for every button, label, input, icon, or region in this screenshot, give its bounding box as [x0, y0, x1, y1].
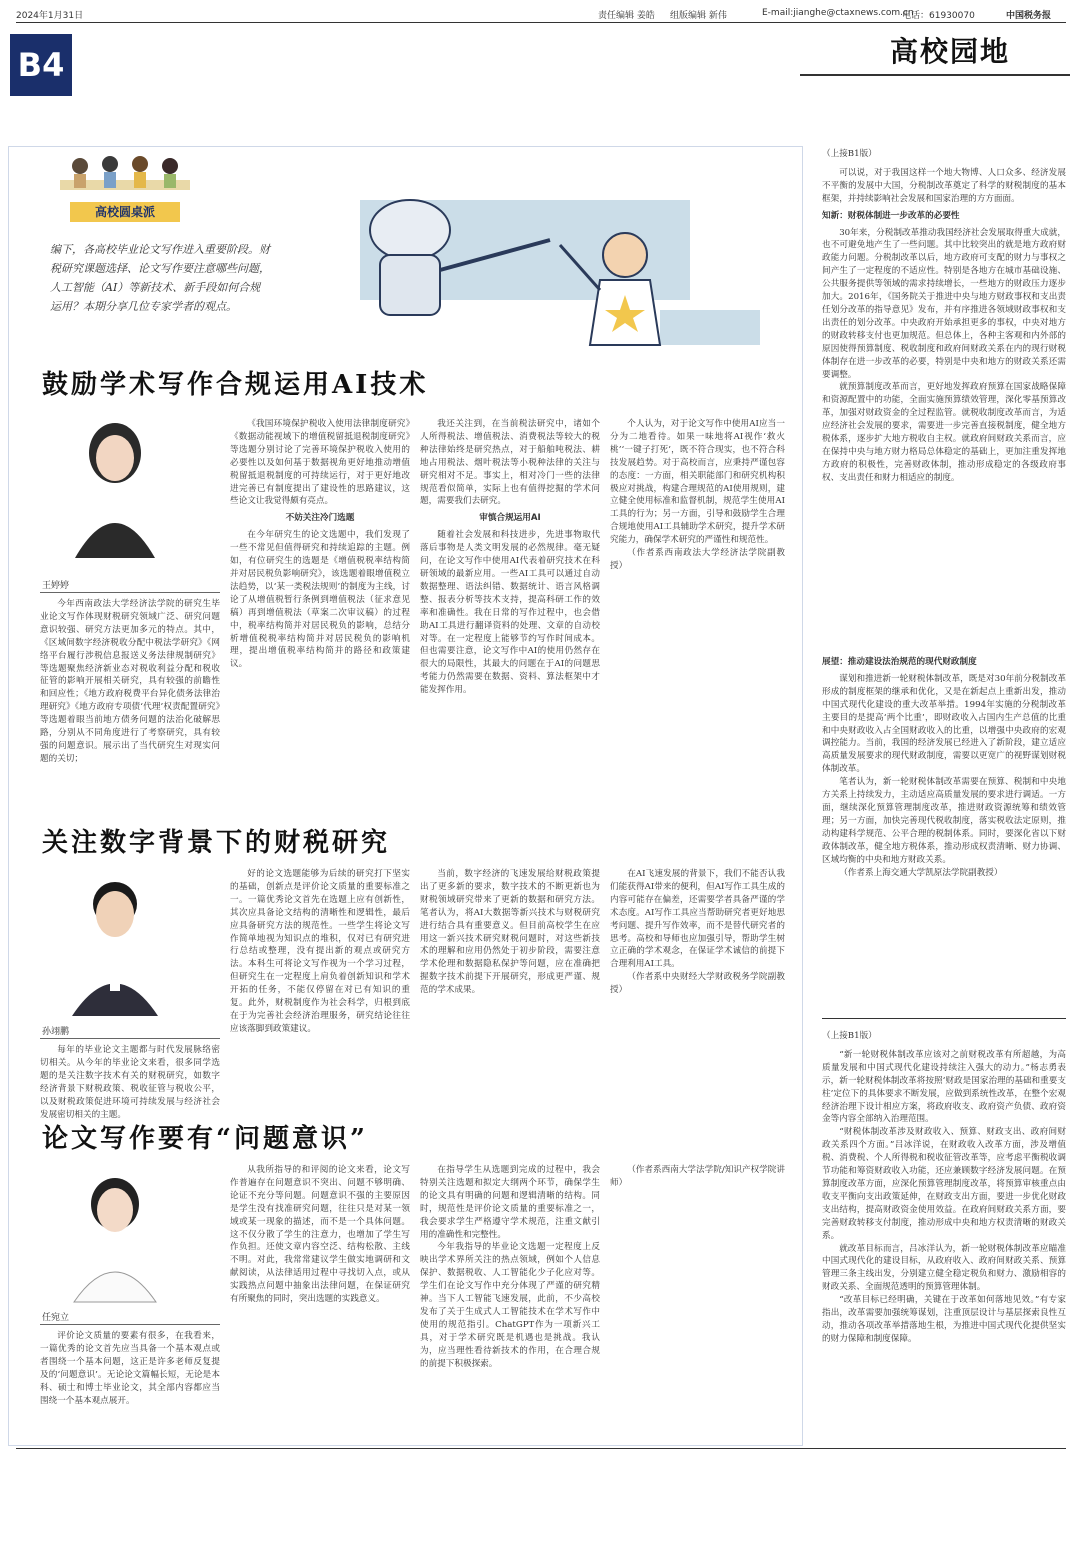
masthead-rule — [16, 22, 1066, 23]
article-2-col-1 — [40, 1044, 220, 1120]
author-photo-2 — [60, 866, 170, 1016]
article-1-col-1 — [40, 598, 220, 800]
author-rule-3 — [40, 1324, 220, 1325]
author-name-3: 任宛立 — [42, 1313, 70, 1323]
footer-rule — [16, 1448, 1066, 1449]
author-photo-1 — [60, 408, 170, 558]
paragraph: 个人认为，对于论文写作中使用AI应当一分为二地看待。如果一味地将AI视作‘救火桃’‘一键子打死’，既不符合现实，也不符合科技发展趋势。对于高校而言，应秉持严谨包容的态度：一方面，相关职能部门和研究机构积极应对挑战，构建合理规范的AI使用规则，建立健全使用标准和监督机制，规范学生使用AI工具的行为；另一方面，引导和鼓励学生合理合规地使用AI工具辅助学术研究，提升学术研究能力，确保学术研究的严谨性和规范性。 — [610, 419, 785, 546]
paragraph: “新一轮财税体制改革应该对之前财税改革有所超越，为高质量发展和中国式现代化建设持续注入强大的动力。”杨志勇表示，新一轮财税体制改革将按照‘财政是国家治理的基础和重要支柱’定位下的具体要求不断发展，应做到系统性改革，在整个宏观经济治理下设计相应方案，将政府收支、政府资产负债、政府资金等内容全部纳入治理范围。 — [822, 1049, 1066, 1125]
article-3-col-2 — [230, 1164, 410, 1436]
masthead-email: E-mail:jianghe@ctaxnews.com.cn — [762, 8, 914, 18]
byline: （作者系西南政法大学经济法学院副教授） — [610, 548, 785, 571]
ai-robot-illustration — [300, 160, 780, 360]
article-3-col-1 — [40, 1330, 220, 1436]
right-column-divider — [822, 1018, 1066, 1019]
paragraph: 就预算制度改革而言，更好地发挥政府预算在国家战略保障和资源配置中的功能，全面实施预算绩效管理，深化零基预算改革，加强对财政资金的全过程监管。就税收制度改革而言，为适应经济社会发展的要求，需要进一步完善直接税制度，健全地方税体系，逐步扩大地方税收自主权。就政府间财政关系而言，应在保持中央与地方财力格局总体稳定的基础上，更加注重发挥地方政府的积极性，完善财政体制，推动形成稳定的各级政府事权、支出责任和财力相适应的制度。 — [822, 382, 1066, 483]
continued-label: （上接B1版） — [822, 1031, 877, 1041]
paragraph: “改革目标已经明确，关键在于改革如何落地见效。”有专家指出，改革需要加强统筹谋划，注重顶层设计与基层探索良性互动，推动各项改革举措落地生根，为推进中国式现代化提供坚实的财力保障和制度保障。 — [822, 1295, 1066, 1344]
paragraph: 《我国环境保护税收入使用法律制度研究》《数据动能视域下的增值税留抵退税制度研究》等选题分别讨论了完善环境保护税收入使用的必要性以及如何基于数据视角更好地推动增值税留抵退税制度的可持续运行，对于更好地改进完善已有制度提出了建设性的思路建议，这些论文让我觉得颇有亮点。 — [230, 419, 410, 507]
column-badge — [50, 150, 200, 224]
paragraph: 谋划和推进新一轮财税体制改革，既是对30年前分税制改革形成的制度框架的继承和优化，又是在新起点上重新出发，推动中国式现代化建设的重大改革举措。1994年实施的分税制改革主要目的是提高‘两个比重’，即财政收入占国内生产总值的比重和中央财政收入占全国财政收入的比重，以增强中央政府的宏观调控能力。当前，我国的经济发展已经进入了新阶段，建立适应高质量发展要求的现代财政制度，需要以更宽广的视野谋划财税体制改革。 — [822, 673, 1066, 775]
paragraph: “财税体制改革涉及财政收入、预算、财政支出、政府间财政关系四个方面。”吕冰洋说，在财政收入改革方面，涉及增值税、消费税、个人所得税和税收征管改革等，应考虑平衡税收调节功能和筹资财政收入功能，还应兼顾数字经济发展问题。在预算制度改革方面，应深化预算管理制度改革，将预算审核重点由收支平衡向支出政策延伸，在财政支出方面，要进一步优化财政支出结构，提高财政资金使用效益。在政府间财政关系方面，要完善财政转移支付制度，推动形成中央和地方权责清晰的财政关系。 — [822, 1127, 1066, 1241]
intro-text: 编下，各高校毕业论文写作进入重要阶段。财税研究课题选择、论文写作要注意哪些问题，人工智能（AI）等新技术、新手段如何合规运用？本期分享几位专家学者的观点。 — [50, 243, 270, 313]
masthead-layout: 组版编辑 新伟 — [670, 11, 727, 21]
column-badge-label: 高校圆桌派 — [70, 202, 180, 222]
article-2-col-2 — [230, 868, 410, 1094]
masthead-paper: 中国税务报 — [1006, 11, 1052, 21]
article-2-col-4 — [610, 868, 785, 1094]
article-1-col-4 — [610, 418, 785, 798]
paragraph: 评价论文质量的要素有很多，在我看来，一篇优秀的论文首先应当具备一个基本观点或者围绕一个基本问题，这正是许多老师反复提及的‘问题意识’。无论论文篇幅长短，无论是本科、硕士和博士毕业论文，其全部内容都应当围绕一个基本观点展开。 — [40, 1331, 220, 1406]
right-column-middle — [822, 652, 1066, 1008]
continued-label: （上接B1版） — [822, 149, 877, 159]
subhead: 知新：财税体制进一步改革的必要性 — [822, 210, 960, 221]
subhead: 不妨关注冷门选题 — [285, 513, 355, 524]
paragraph: 在AI飞速发展的背景下，我们不能否认我们能获得AI带来的便利，但AI写作工具生成的内容可能存在偏差，还需要学者具备严谨的学术态度。AI写作工具应当帮助研究者更好地思考问题、提升写作效率，而不是替代研究者的思考。高校和导师也应加强引导，帮助学生树立正确的学术观念，在保证学术诚信的前提下合理利用AI工具。 — [610, 869, 785, 970]
article-3-title: 论文写作要有“问题意识” — [42, 1124, 368, 1154]
byline: （作者系中央财经大学财政税务学院副教授） — [610, 972, 785, 996]
paragraph: 今年我指导的毕业论文选题一定程度上反映出学术界所关注的热点领域，例如个人信息保护、数据税收、人工智能化少子化应对等。学生们在论文写作中充分体现了严谨的研究精神。当下人工智能飞速发展，此前，不少高校发布了关于生成式人工智能技术在学术写作中使用的规范指引。ChatGPT作为一项新兴工具，对于学术研究既是机遇也是挑战。我认为，应当理性看待新技术的作用，在合理合规的前提下积极探索。 — [420, 1242, 600, 1369]
byline: （作者系上海交通大学凯原法学院副教授） — [839, 867, 1003, 878]
subhead: 审慎合规运用AI — [479, 513, 541, 524]
paragraph: 在指导学生从选题到完成的过程中，我会特别关注选题和拟定大纲两个环节，确保学生的论文具有明确的问题和逻辑清晰的结构。同时，规范性是评价论文质量的重要标准之一，我会要求学生严格遵守学术规范，注重文献引用的准确性和完整性。 — [420, 1165, 600, 1240]
right-column-top — [822, 148, 1066, 648]
roundtable-illustration — [50, 150, 200, 204]
paragraph: 好的论文选题能够为后续的研究打下坚实的基础，创新点是评价论文质量的重要标准之一。一篇优秀论文首先在选题上应有创新性，其次应具备论文结构的清晰性和逻辑性，最后应具备研究方法的规范性。一些学生将论文写作简单地视为知识点的堆积，仅对已有研究进行总结或整理，没有提出新的观点或研究方法。本科生可将论文写作视为一个学习过程，但研究生在一定程度上肩负着创新知识和学术开拓的任务，不能仅停留在对已有知识的重复。此外，财税制度作为社会科学，归根到底在于为完善社会经济治理服务，研究结论往往应该落脚到政策建议。 — [230, 869, 410, 1034]
author-rule-2 — [40, 1038, 220, 1039]
article-1-title: 鼓励学术写作合规运用AI技术 — [42, 370, 429, 400]
author-name-2: 孙翊鹏 — [42, 1027, 70, 1037]
author-rule-1 — [40, 592, 220, 593]
article-1-col-3 — [420, 418, 600, 798]
article-3-col-4 — [610, 1164, 785, 1436]
paragraph: 从我所指导的和评阅的论文来看，论文写作普遍存在问题意识不突出、问题不够明确、论证不充分等问题。问题意识不强的主要原因是学生没有找准研究问题，往往只是对某一领域或某一现象的描述，而不是一个具体问题。这不仅分散了学生的注意力，也增加了学生写作负担。还使文章内容空泛、结构松散、主线不明。对此，我常常建议学生做实地调研和文献阅读，从法律适用过程中寻找切入点，或从实践热点问题中抽象出法律问题，在保证研究有所聚焦的同时，突出选题的实践意义。 — [230, 1165, 410, 1305]
masthead-editor: 责任编辑 姜皓 — [598, 11, 655, 21]
masthead-date: 2024年1月31日 — [16, 11, 84, 21]
masthead-phone: 电话：61930070 — [902, 11, 975, 21]
article-2-title: 关注数字背景下的财税研究 — [42, 828, 391, 858]
article-1-col-2 — [230, 418, 410, 798]
paragraph: 笔者认为，新一轮财税体制改革需要在预算、税制和中央地方关系上持续发力，主动适应高质量发展的要求进行调适。一方面，继续深化预算管理制度改革，推进财政资源统筹和绩效管理；另一方面，加快完善现代税收制度，落实税收法定原则，推动构建科学规范、公平合理的税制体系。同时，要深化省以下财政体制改革，健全地方税体系，推动形成权责清晰、财力协调、区域均衡的中央和地方财政关系。 — [822, 777, 1066, 865]
paragraph: 当前，数字经济的飞速发展给财税政策提出了更多新的要求，数字技术的不断更新也为财税领域研究带来了更新的数据和研究方法。笔者认为，将AI大数据等新兴技术与财税研究进行结合具有重要意义。但目前高校学生在应用这一新兴技术研究财税问题时，对这些新技术的理解和应用仍然处于初步阶段，需要注意学术伦理和数据隐私保护等问题，应在准确把握数字技术前提下开展研究，形成更严谨、规范的学术成果。 — [420, 869, 600, 996]
paragraph: 可以说，对于我国这样一个地大物博、人口众多、经济发展不平衡的发展中大国，分税制改革奠定了科学的财税制度的基本框架，并持续影响社会发展和国家治理的方方面面。 — [822, 167, 1066, 204]
page-id-badge: B4 — [10, 34, 72, 96]
paragraph: 我还关注到，在当前税法研究中，诸如个人所得税法、增值税法、消费税法等较大的税种法律始终是研究热点，对于船舶吨税法、耕地占用税法、烟叶税法等小税种法律的关注与研究相对不足。事实上，相对冷门一些的法律规范看似简单，实际上也有值得挖掘的学术问题，需要我们去研究。 — [420, 419, 600, 507]
article-2-col-3 — [420, 868, 600, 1094]
section-title: 高校园地 — [890, 35, 1011, 68]
author-name-1: 王婷婷 — [42, 581, 70, 591]
paragraph: 随着社会发展和科技进步，先进事物取代落后事物是人类文明发展的必然规律。毫无疑问，在论文写作中使用AI代表着研究技术在科研领域的最新应用。一些AI工具可以通过自动数据整理、语法纠错、数据统计、语言风格调整、报表分析等技术支持，提高科研工作的效率和准确性。我在日常的写作过程中，也会借助AI工具进行翻译资料的处理、文章的自动校对等。在一定程度上能够节约写作时间成本。但也需要注意，论文写作中AI的使用仍然存在很大的局限性，其最大的问题在于AI的问题思考能力仍然需要在数据、资料、算法框架中才能发挥作用。 — [420, 530, 600, 696]
masthead — [16, 8, 1066, 22]
right-column-bottom — [822, 1030, 1066, 1440]
byline: （作者系西南大学法学院/知识产权学院讲师） — [610, 1165, 785, 1188]
paragraph: 今年西南政法大学经济法学院的研究生毕业论文写作体现财税研究领域广泛、研究问题意识较强、研究方法更加多元的特点。其中，《区域间数字经济税收分配中税法学研究》《网络平台履行涉税信息报送义务法律规制研究》等选题聚焦经济新业态对税收利益分配和税收征管的影响开展相关研究，具有较强的前瞻性和回应性；《地方政府税费平台异化债务法律治理研究》《地方政府专项债‘代理’权责配置研究》等选题着眼当前地方债务问题的法治化破解思路，分别从不同角度进行了考察研究，具有较强的问题意识。展示出了当代研究生对现实问题的关切； — [40, 599, 220, 764]
section-rule — [800, 74, 1070, 76]
paragraph: 就改革目标而言，吕冰洋认为，新一轮财税体制改革应瞄准中国式现代化的建设目标，从政府收入、政府间财政关系、预算管理三条主线出发，分别建立健全稳定税负和财力、激励相容的财政关系、全面规范透明的预算管理体制。 — [822, 1243, 1066, 1293]
paragraph: 在今年研究生的论文选题中，我们发现了一些不常见但值得研究和持续追踪的主题。例如，有位研究生的选题是《增值税税率结构简并对居民税负影响研究》，该选题着眼增值税立法趋势，以‘某一类税法规则’的制度为主线，讨论了从增值税暂行条例到增值税法（征求意见稿）再到增值税法（草案二次审议稿）的过程中，税率结构简并对居民税负的影响，总结分析增值税税率结构简并对居民税负的影响机理，提出增值税率结构简并的路径和政策建议。 — [230, 530, 410, 670]
subhead: 展望：推动建设法治规范的现代财政制度 — [822, 657, 977, 667]
author-photo-3 — [60, 1162, 170, 1302]
article-3-col-3 — [420, 1164, 600, 1436]
paragraph: 30年来，分税制改革推动我国经济社会发展取得重大成就，也不可避免地产生了一些问题。其中比较突出的就是地方政府财政能力问题。分税制改革以后，地方政府可支配的财力与事权之间产生了一定程度的不适应性。特别是各地方在城市基础设施、公共服务提供等领域的需求持续增长，一些地方的财政压力逐步加大。2016年，《国务院关于推进中央与地方财政事权和支出责任划分改革的指导意见》发布，并有序推进各领域财政事权和支出责任的划分改革。中央政府开始承担更多的事权，中央对地方的财政转移支付也更加规范。但总体上，各种主客观和内外部的原因使得预算制度、税收制度和政府间财政关系在内的现行财税体制存在进一步改革的必要，特别是中央和地方的财政关系还需要调整。 — [822, 227, 1066, 380]
paragraph: 每年的毕业论文主题都与时代发展脉络密切相关。从今年的毕业论文来看，很多同学选题的是关注数字技术有关的财税研究，如数字经济背景下财税政策、税收征管与税收公平，以及财税政策促进环境可持续发展与经济社会发展密切相关的主题。 — [40, 1045, 220, 1120]
